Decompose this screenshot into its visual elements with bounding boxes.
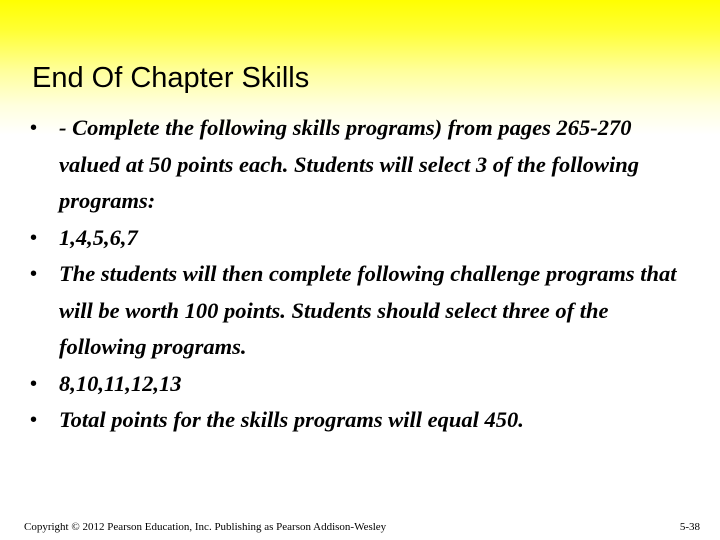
bullet-text: 8,10,11,12,13 bbox=[59, 370, 182, 396]
bullet-marker: • bbox=[30, 263, 38, 285]
bullet-item bbox=[30, 110, 680, 220]
bullet-marker: • bbox=[30, 226, 38, 249]
bullet-text: - Complete the following skills programs) from pages 265-270 valued at 50 points each. Students will select 3 of the following programs: bbox=[59, 115, 640, 213]
bullet-item bbox=[30, 256, 680, 366]
bullet-marker: • bbox=[30, 117, 38, 139]
bullet-item bbox=[30, 220, 680, 257]
footer-copyright: Copyright © 2012 Pearson Education, Inc. Publishing as Pearson Addison-Wesley bbox=[24, 521, 387, 533]
bullet-list bbox=[30, 110, 680, 439]
bullet-text: Total points for the skills programs will equal 450. bbox=[59, 407, 524, 432]
bullet-text: 1,4,5,6,7 bbox=[59, 224, 138, 250]
slide-page-number: 5-38 bbox=[679, 521, 700, 533]
slide-title: End Of Chapter Skills bbox=[32, 62, 310, 94]
bullet-marker: • bbox=[30, 409, 38, 431]
bullet-item bbox=[30, 402, 680, 439]
bullet-item bbox=[30, 366, 680, 403]
bullet-marker: • bbox=[30, 372, 38, 395]
bullet-text: The students will then complete following challenge programs that will be worth 100 points. Students should select three of the following programs. bbox=[59, 261, 677, 359]
